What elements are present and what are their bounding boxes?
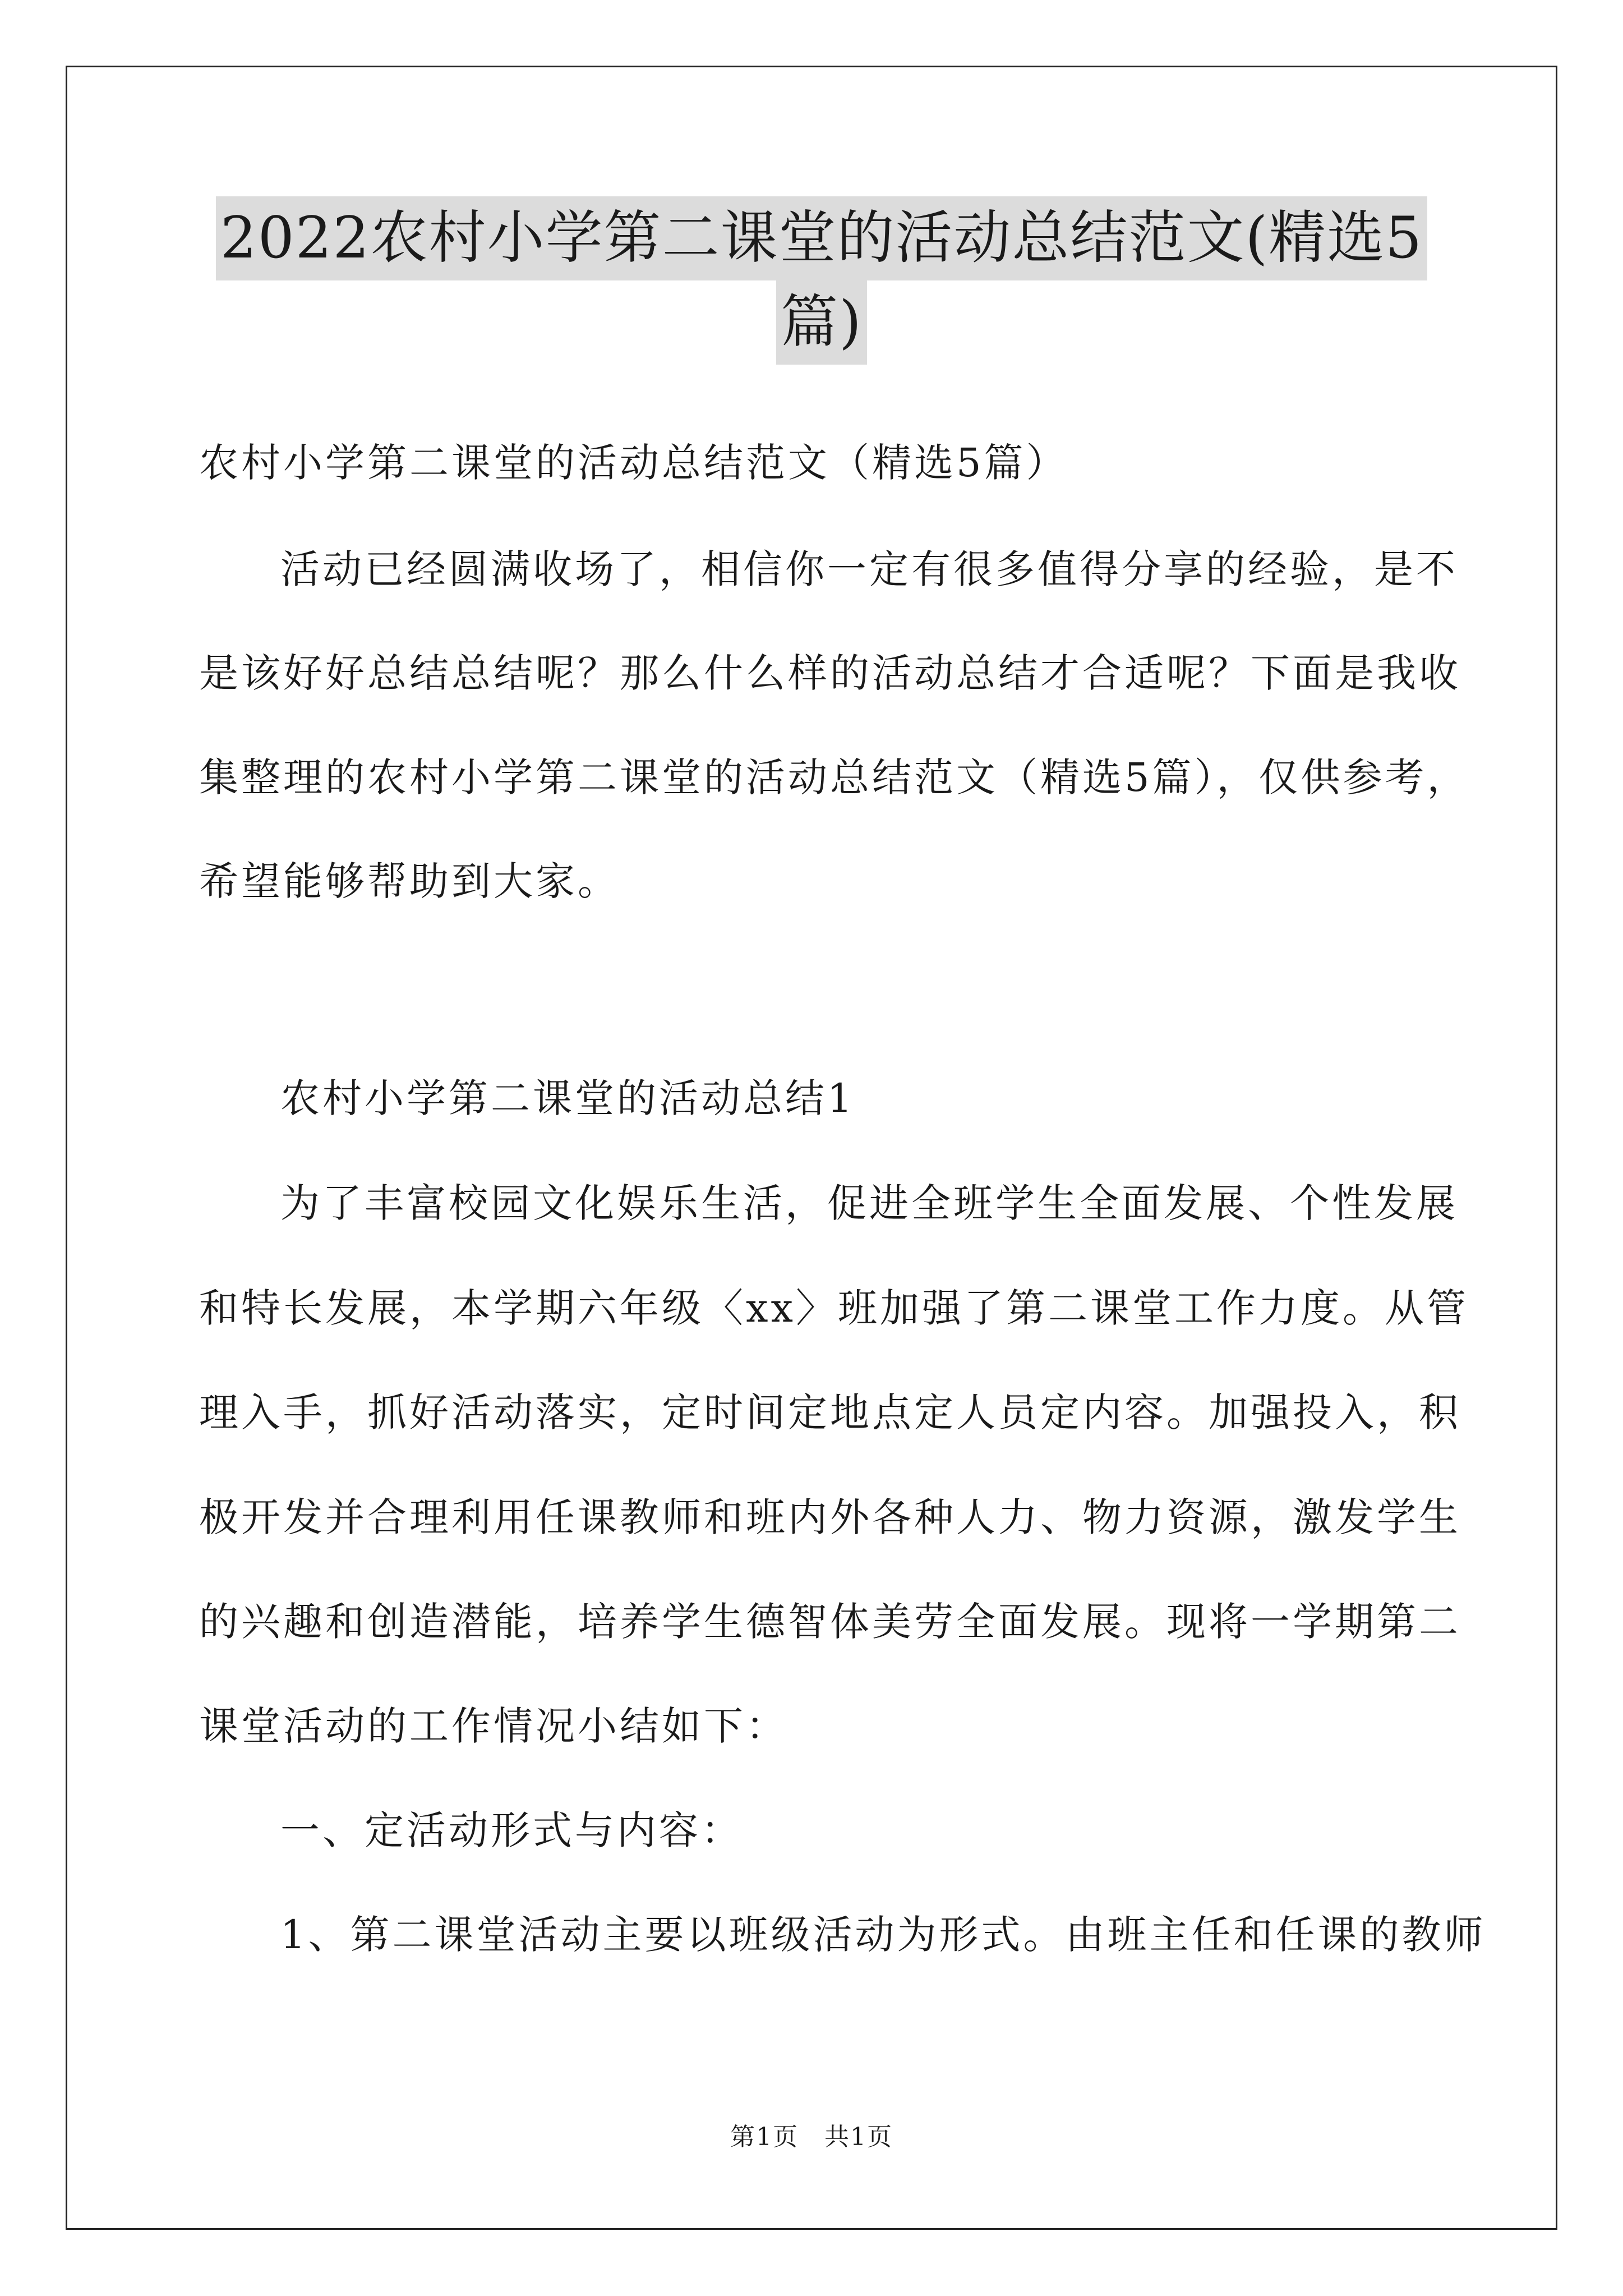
body-line: 极开发并合理利用任课教师和班内外各种人力、物力资源，激发学生 [199,1494,1461,1540]
intro-line: 是该好好总结总结呢？那么什么样的活动总结才合适呢？下面是我收 [199,650,1461,696]
body-line: 课堂活动的工作情况小结如下： [199,1703,788,1749]
point-heading: 一、定活动形式与内容： [280,1807,743,1853]
body-line: 理入手，抓好活动落实，定时间定地点定人员定内容。加强投入，积 [199,1389,1461,1435]
subtitle: 农村小学第二课堂的活动总结范文（精选5篇） [199,440,1068,486]
page-border [66,66,1557,2230]
body-line: 为了丰富校园文化娱乐生活，促进全班学生全面发展、个性发展 [280,1180,1458,1226]
section-heading: 农村小学第二课堂的活动总结1 [280,1075,855,1121]
body-line: 和特长发展，本学期六年级〈xx〉班加强了第二课堂工作力度。从管 [199,1285,1469,1331]
document-title [196,196,1447,365]
title-line-2: 篇) [776,280,867,365]
title-line-1: 2022农村小学第二课堂的活动总结范文(精选5 [216,196,1427,280]
body-line: 的兴趣和创造潜能，培养学生德智体美劳全面发展。现将一学期第二 [199,1599,1461,1645]
intro-line: 希望能够帮助到大家。 [199,858,620,904]
intro-line: 集整理的农村小学第二课堂的活动总结范文（精选5篇），仅供参考， [199,754,1469,800]
intro-line: 活动已经圆满收场了，相信你一定有很多值得分享的经验，是不 [280,546,1458,592]
point-1: 1、第二课堂活动主要以班级活动为形式。由班主任和任课的教师 [280,1912,1486,1958]
page-footer: 第1页 共1页 [730,2123,893,2151]
